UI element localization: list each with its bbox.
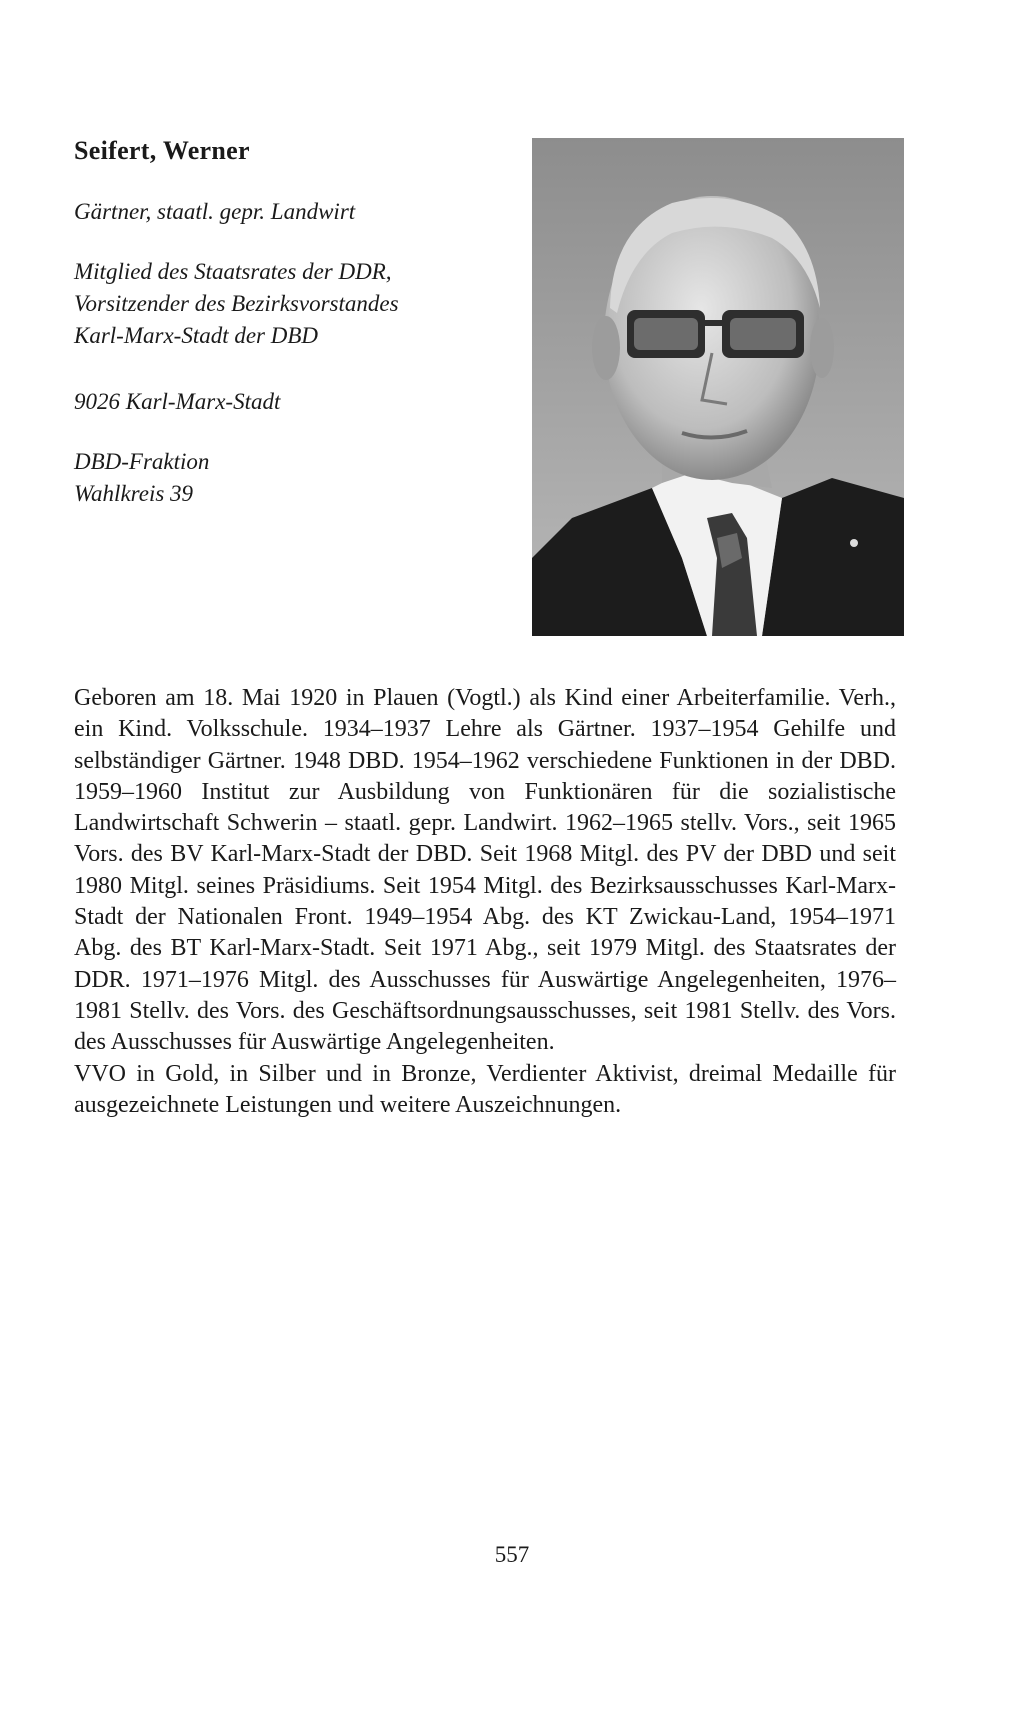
person-name: Seifert, Werner <box>74 136 250 165</box>
profession: Gärtner, staatl. gepr. Landwirt <box>74 199 356 224</box>
faction-block <box>74 446 209 510</box>
constituency: Wahlkreis 39 <box>74 481 194 506</box>
page-number: 557 <box>494 1542 530 1567</box>
portrait-photo <box>532 138 904 636</box>
function-line: Mitglied des Staatsrates der DDR, <box>74 259 392 284</box>
functions <box>74 256 399 352</box>
address: 9026 Karl-Marx-Stadt <box>74 389 281 414</box>
biography-text: Geboren am 18. Mai 1920 in Plauen (Vogtl.) als Kind einer Arbeiterfamilie. Verh., ein Kind. Volksschule. 1934–1937 Lehre als Gärtner. 1937–1954 Gehilfe und selbständiger Gärtner. 1948 DBD. 1954–1962 verschiedene Funktionen in der DBD. 1959–1960 Institut zur Ausbildung von Funktionären für die sozialistische Landwirtschaft Schwerin – staatl. gepr. Landwirt. 1962–1965 stellv. Vors., seit 1965 Vors. des BV Karl-Marx-Stadt der DBD. Seit 1968 Mitgl. des PV der DBD und seit 1980 Mitgl. seines Präsidiums. Seit 1954 Mitgl. des Bezirksausschusses Karl-Marx-Stadt der Nationalen Front. 1949–1954 Abg. des KT Zwickau-Land, 1954–1971 Abg. des BT Karl-Marx-Stadt. Seit 1971 Abg., seit 1979 Mitgl. des Staatsrates der DDR. 1971–1976 Mitgl. des Ausschusses für Auswärtige Angelegenheiten, 1976–1981 Stellv. des Vors. des Geschäftsordnungsausschusses, seit 1981 Stellv. des Vors. des Ausschusses für Auswärtige Angelegenheiten. <box>74 685 896 1056</box>
awards-text: VVO in Gold, in Silber und in Bronze, Verdienter Aktivist, dreimal Medaille für ausgezeichnete Leistungen und weitere Auszeichnungen. <box>74 1060 896 1118</box>
function-line: Vorsitzender des Bezirksvorstandes <box>74 291 399 316</box>
biography <box>74 683 896 1121</box>
function-line: Karl-Marx-Stadt der DBD <box>74 323 319 348</box>
faction: DBD-Fraktion <box>74 449 210 474</box>
portrait-photo-icon <box>532 138 904 636</box>
